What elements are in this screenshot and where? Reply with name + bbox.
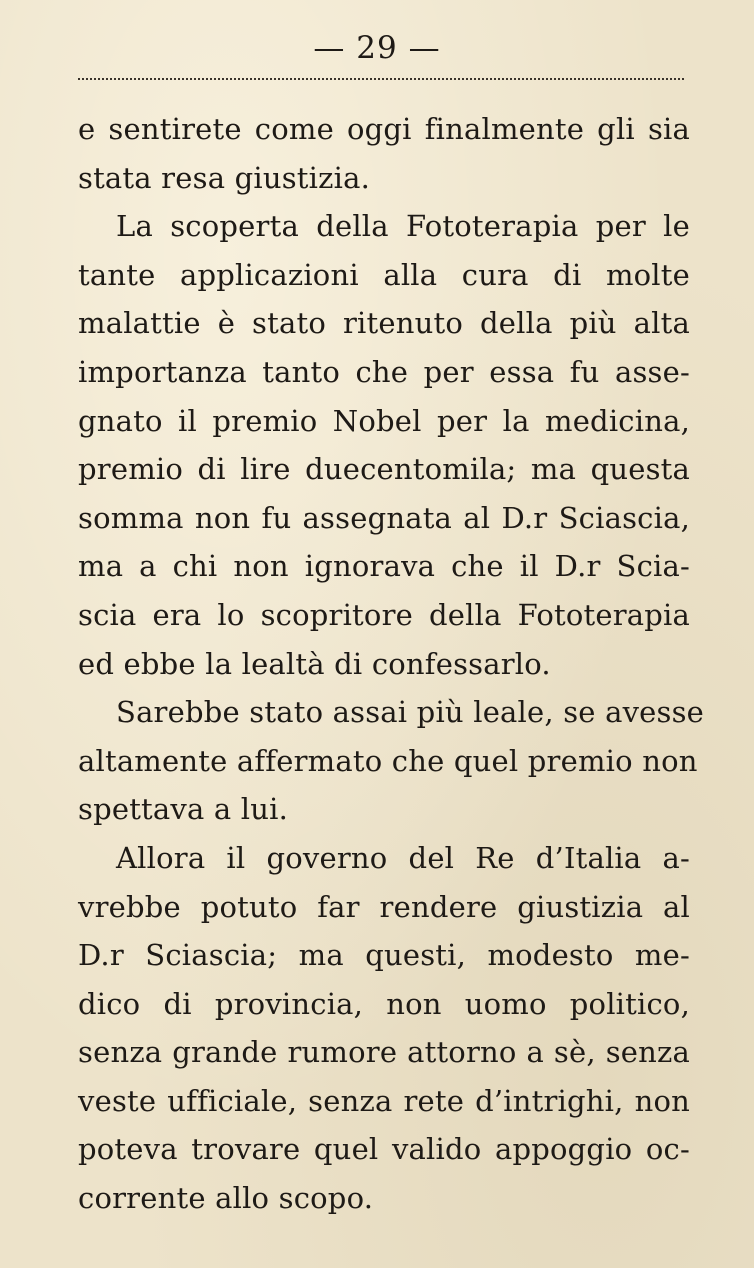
text-line: tante applicazioni alla cura di molte bbox=[78, 257, 690, 292]
text-line: Sarebbe stato assai più leale, se avesse bbox=[116, 695, 705, 730]
body-text bbox=[78, 105, 705, 1223]
text-line: poteva trovare quel valido appoggio oc- bbox=[78, 1132, 690, 1167]
text-line: senza grande rumore attorno a sè, senza bbox=[78, 1035, 690, 1070]
text-line: vrebbe potuto far rendere giustizia al bbox=[78, 889, 690, 924]
text-line: Allora il governo del Re d’Italia a- bbox=[116, 840, 690, 875]
text-line: veste ufficiale, senza rete d’intrighi, non bbox=[78, 1083, 690, 1118]
text-line: ma a chi non ignorava che il D.r Scia- bbox=[78, 549, 690, 584]
text-line: La scoperta della Fototerapia per le bbox=[116, 209, 690, 244]
page-number: — 29 — bbox=[313, 30, 441, 66]
text-line: stata resa giustizia. bbox=[78, 160, 370, 195]
text-line: somma non fu assegnata al D.r Sciascia, bbox=[78, 500, 690, 535]
text-line: e sentirete come oggi finalmente gli sia bbox=[78, 112, 690, 146]
text-line: spettava a lui. bbox=[78, 792, 289, 827]
text-line: malattie è stato ritenuto della più alta bbox=[78, 306, 690, 341]
text-line: corrente allo scopo. bbox=[78, 1181, 374, 1216]
text-line: ed ebbe la lealtà di confessarlo. bbox=[78, 646, 551, 681]
text-line: premio di lire duecentomila; ma questa bbox=[78, 452, 690, 487]
text-line: importanza tanto che per essa fu asse- bbox=[78, 354, 690, 389]
text-line: D.r Sciascia; ma questi, modesto me- bbox=[78, 938, 690, 973]
text-line: dico di provincia, non uomo politico, bbox=[78, 986, 690, 1021]
header-dotted-rule bbox=[78, 78, 684, 80]
text-line: altamente affermato che quel premio non bbox=[78, 743, 698, 778]
text-line: gnato il premio Nobel per la medicina, bbox=[78, 403, 690, 438]
text-line: scia era lo scopritore della Fototerapia bbox=[78, 597, 690, 632]
